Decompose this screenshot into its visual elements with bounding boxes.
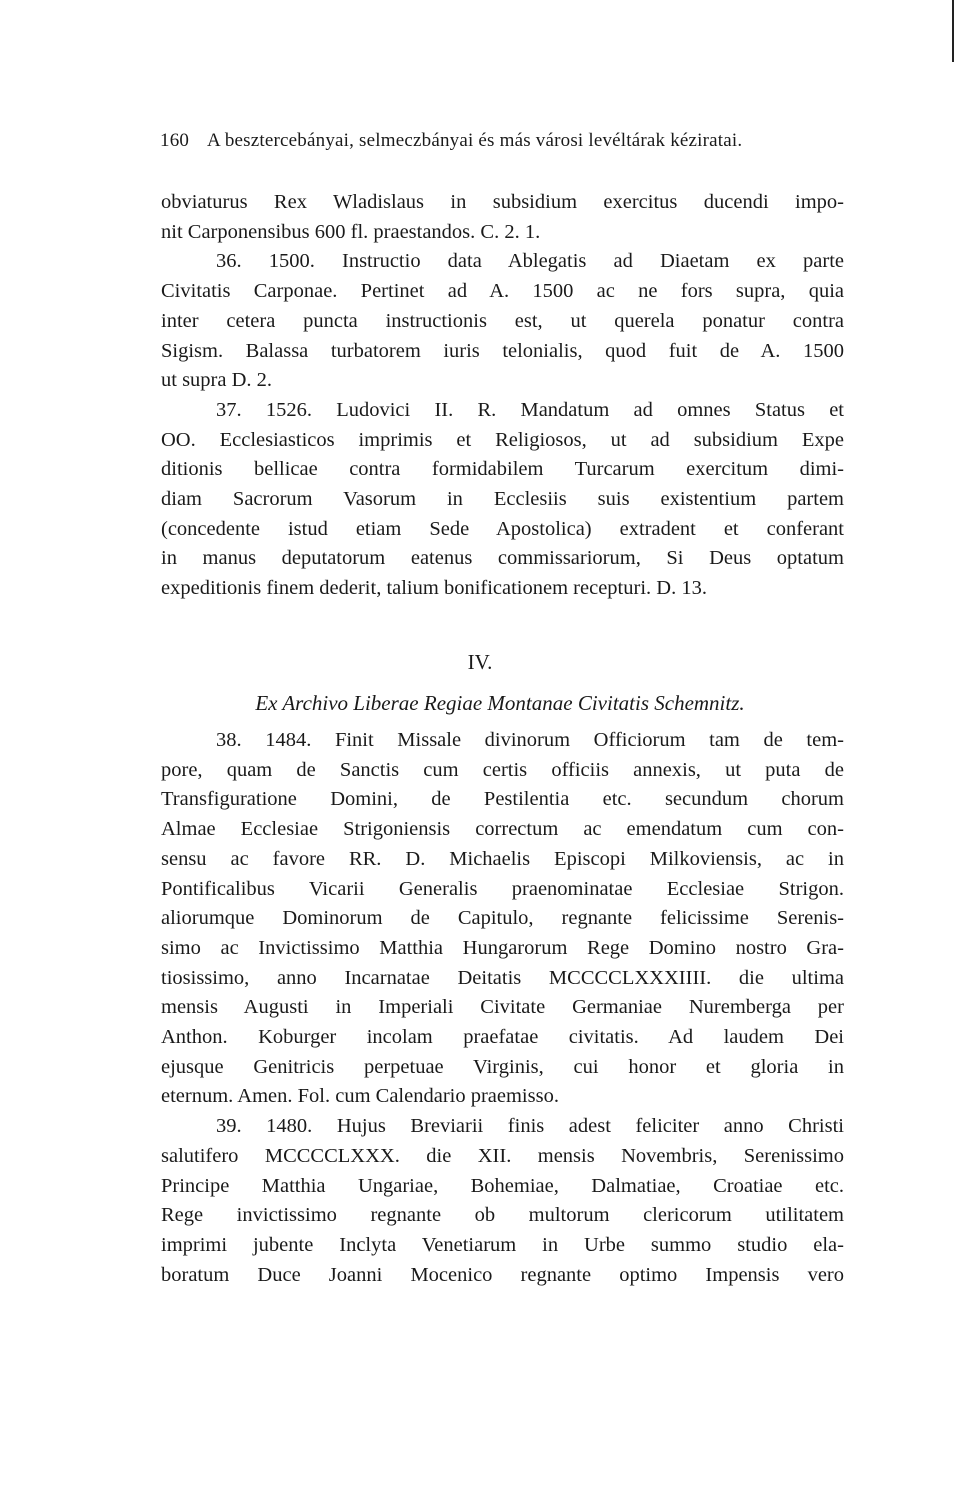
- entry-36-line: inter cetera puncta instructionis est, ut querela ponatur contra: [161, 309, 844, 332]
- text-line: obviaturus Rex Wladislaus in subsidium exercitus ducendi impo-: [161, 191, 844, 213]
- entry-37-line: ditionis bellicae contra formidabilem Turcarum exercitum dimi-: [161, 458, 844, 481]
- entry-38-line: mensis Augusti in Imperiali Civitate Germaniae Nuremberga per: [161, 996, 844, 1019]
- entry-37-line: diam Sacrorum Vasorum in Ecclesiis suis existentium partem: [161, 488, 844, 511]
- entry-38-line: Almae Ecclesiae Strigoniensis correctum ac emendatum cum con-: [161, 818, 844, 841]
- entry-38-line: Transfiguratione Domini, de Pestilentia etc. secundum chorum: [161, 788, 844, 811]
- entry-37-line: OO. Ecclesiasticos imprimis et Religiosos, ut ad subsidium Expe: [161, 428, 844, 451]
- entry-38-line: Pontificalibus Vicarii Generalis praenominatae Ecclesiae Strigon.: [161, 877, 844, 900]
- section-numeral: IV.: [467, 650, 493, 674]
- entry-39-line: imprimi jubente Inclyta Venetiarum in Urbe summo studio ela-: [161, 1233, 844, 1256]
- entry-38-line: simo ac Invictissimo Matthia Hungarorum Rege Domino nostro Gra-: [161, 936, 844, 959]
- entry-37-line: expeditionis finem dederit, talium bonificationem recepturi. D. 13.: [161, 577, 707, 600]
- running-header: [160, 130, 742, 152]
- entry-36-line: Civitatis Carponae. Pertinet ad A. 1500 ac ne fors supra, quia: [161, 280, 844, 303]
- section-title: Ex Archivo Liberae Regiae Montanae Civitatis Schemnitz.: [255, 691, 745, 715]
- entry-36-line: ut supra D. 2.: [161, 369, 273, 392]
- entry-37-line: (concedente istud etiam Sede Apostolica) extradent et conferant: [161, 517, 844, 540]
- entry-36-line: 36. 1500. Instructio data Ablegatis ad Diaetam ex parte: [216, 250, 844, 273]
- entry-38-line: sensu ac favore RR. D. Michaelis Episcopi Milkoviensis, ac in: [161, 847, 844, 870]
- entry-39-line: 39. 1480. Hujus Breviarii finis adest feliciter anno Christi: [216, 1115, 844, 1138]
- entry-39-line: salutifero MCCCCLXXX. die XII. mensis Novembris, Serenissimo: [161, 1144, 844, 1167]
- entry-39-line: boratum Duce Joanni Mocenico regnante optimo Impensis vero: [161, 1263, 844, 1286]
- entry-38-line: Anthon. Koburger incolam praefatae civitatis. Ad laudem Dei: [161, 1026, 844, 1049]
- entry-38-line: ejusque Genitricis perpetuae Virginis, cui honor et gloria in: [161, 1055, 844, 1078]
- running-title: A besztercebányai, selmeczbányai és más városi levéltárak kéziratai.: [207, 130, 743, 151]
- entry-38-line: tiosissimo, anno Incarnatae Deitatis MCCCCLXXXIIII. die ultima: [161, 966, 844, 989]
- page-body-top: [161, 188, 844, 604]
- page-body-bottom: [161, 726, 844, 1290]
- entry-39-line: Rege invictissimo regnante ob multorum clericorum utilitatem: [161, 1204, 844, 1227]
- entry-38-line: 38. 1484. Finit Missale divinorum Officiorum tam de tem-: [216, 729, 844, 751]
- entry-36-line: Sigism. Balassa turbatorem iuris telonialis, quod fuit de A. 1500: [161, 339, 844, 362]
- entry-39-line: Principe Matthia Ungariae, Bohemiae, Dalmatiae, Croatiae etc.: [161, 1174, 844, 1197]
- text-line: nit Carponensibus 600 fl. praestandos. C. 2. 1.: [161, 220, 541, 243]
- entry-37-line: in manus deputatorum eatenus commissariorum, Si Deus optatum: [161, 547, 844, 570]
- entry-38-line: aliorumque Dominorum de Capitulo, regnante felicissime Serenis-: [161, 907, 844, 930]
- page-edge-mark: [952, 0, 954, 62]
- page-number: 160: [160, 130, 190, 151]
- entry-38-line: pore, quam de Sanctis cum certis officiis annexis, ut puta de: [161, 758, 844, 781]
- entry-38-line: eternum. Amen. Fol. cum Calendario praemisso.: [161, 1085, 559, 1108]
- entry-37-line: 37. 1526. Ludovici II. R. Mandatum ad omnes Status et: [216, 398, 844, 421]
